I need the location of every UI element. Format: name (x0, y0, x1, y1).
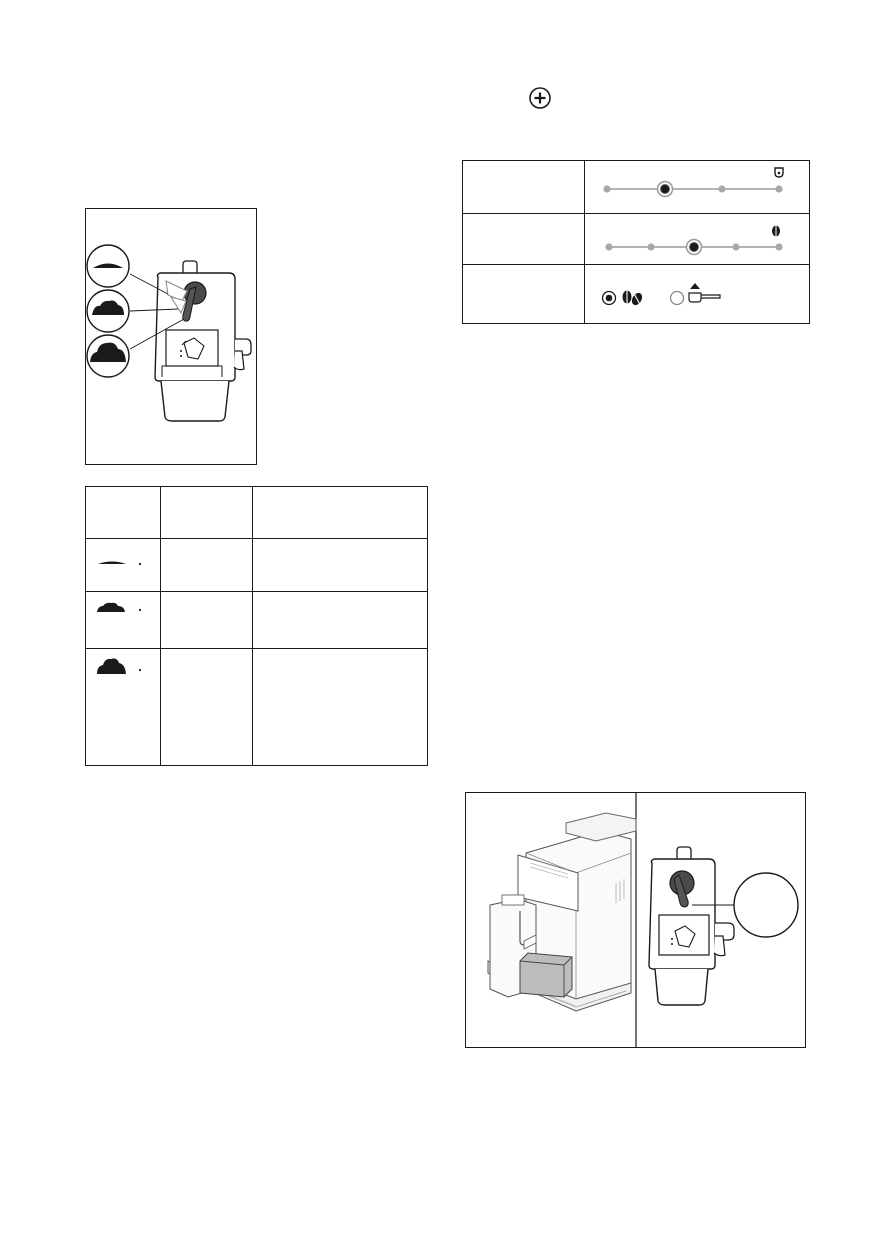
froth-table-row (86, 649, 428, 766)
froth-table-row (86, 592, 428, 649)
callout-circle (734, 873, 798, 937)
froth-levels-table (85, 486, 428, 766)
milk-carafe-illustration (155, 261, 251, 421)
coffee-bean-icon (772, 226, 780, 237)
cup-icon (775, 168, 783, 177)
coffee-type-radio-group (585, 265, 810, 324)
froth-medium-icon (87, 290, 129, 332)
slider-dot[interactable] (603, 185, 610, 192)
milk-carafe-closeup (649, 847, 798, 1005)
coffee-beans-radio[interactable] (603, 292, 616, 305)
slider-dot[interactable] (605, 243, 612, 250)
froth-low-icon (87, 245, 129, 287)
slider-dot[interactable] (718, 185, 725, 192)
quantity-slider[interactable] (585, 161, 810, 214)
froth-setting-figure (85, 208, 257, 465)
slider-dot[interactable] (775, 243, 782, 250)
froth-high-icon (86, 649, 161, 766)
aroma-slider[interactable] (585, 214, 810, 265)
coffee-machine-illustration (488, 813, 636, 1011)
froth-high-icon (87, 335, 129, 377)
beverage-settings-table (462, 160, 810, 324)
settings-row-label (463, 161, 585, 214)
pre-ground-scoop-icon (689, 283, 720, 302)
froth-table-header (161, 487, 253, 539)
slider-dot[interactable] (647, 243, 654, 250)
froth-level-name (161, 592, 253, 649)
froth-level-name (161, 539, 253, 592)
settings-row-label (463, 265, 585, 324)
slider-dot[interactable] (775, 185, 782, 192)
pre-ground-radio[interactable] (671, 292, 684, 305)
machine-figure (465, 792, 806, 1048)
coffee-beans-icon (623, 291, 645, 307)
slider-dot[interactable] (732, 243, 739, 250)
froth-low-icon (86, 539, 161, 592)
froth-level-description (253, 592, 428, 649)
froth-level-description (253, 539, 428, 592)
froth-table-header (86, 487, 161, 539)
froth-level-description (253, 649, 428, 766)
froth-medium-icon (86, 592, 161, 649)
plus-circle-icon[interactable] (528, 86, 552, 110)
froth-table-header (253, 487, 428, 539)
froth-level-name (161, 649, 253, 766)
froth-table-row (86, 539, 428, 592)
settings-row-label (463, 214, 585, 265)
